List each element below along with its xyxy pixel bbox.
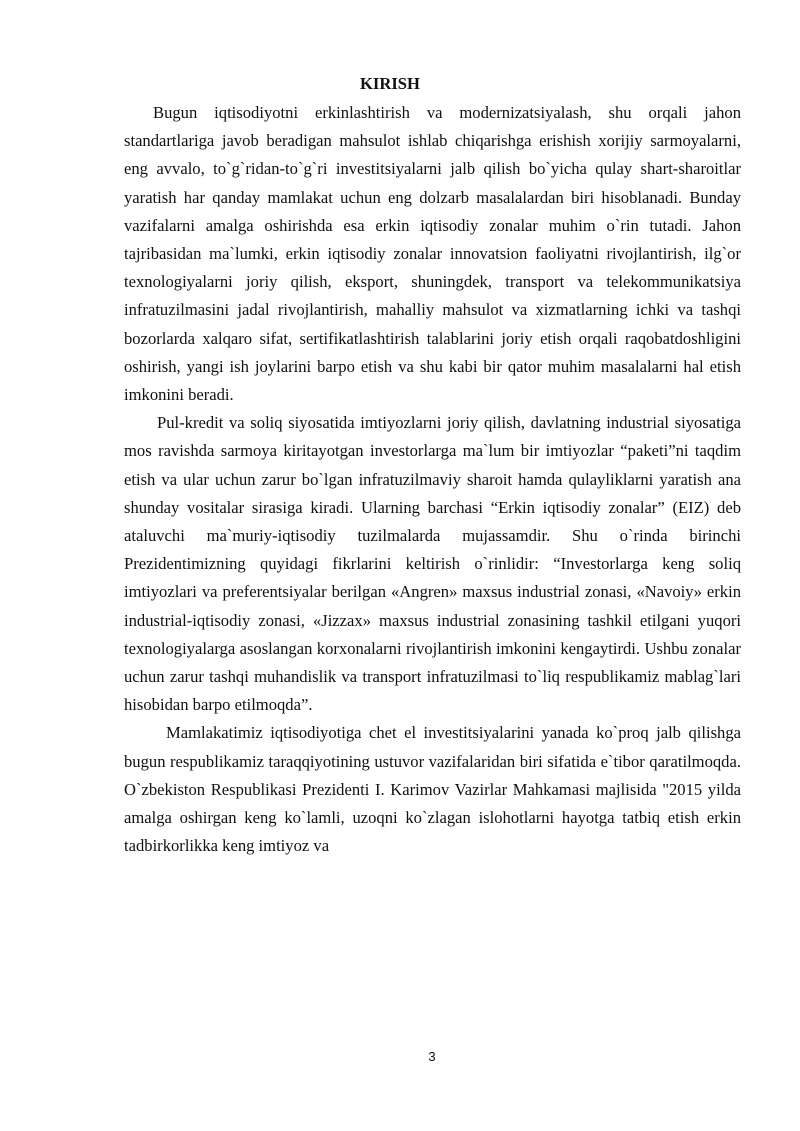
section-title: KIRISH	[360, 74, 420, 93]
page-number: 3	[428, 1049, 436, 1064]
paragraph-2: Pul-kredit va soliq siyosatida imtiyozlarni joriy qilish, davlatning industrial siyosatiga mos ravishda sarmoya kiritayotgan investorlarga ma`lum bir imtiyozlar “paketi”ni taqdim etish va ular uchun zarur bo`lgan infratuzilmaviy sharoit hamda qulayliklarni yaratish ana shunday vositalar sirasiga kiradi. Ularning barchasi “Erkin iqtisodiy zonalar” (EIZ) deb ataluvchi ma`muriy-iqtisodiy tuzilmalarda mujassamdir. Shu o`rinda birinchi Prezidentimizning quyidagi fikrlarini keltirish o`rinlidir: “Investorlarga keng soliq imtiyozlari va preferentsiyalar berilgan «Angren» maxsus industrial zonasi, «Navoiy» erkin industrial-iqtisodiy zonasi, «Jizzax» maxsus industrial zonasining tashkil etilgani yuqori texnologiyalarga asoslangan korxonalarni rivojlantirish imkonini kengaytirdi. Ushbu zonalar uchun zarur tashqi muhandislik va transport infratuzilmasi to`liq respublikamiz mablag`lari hisobidan barpo etilmoqda”.	[124, 413, 741, 715]
document-page	[124, 70, 741, 860]
paragraph-1: Bugun iqtisodiyotni erkinlashtirish va modernizatsiyalash, shu orqali jahon standartlariga javob beradigan mahsulot ishlab chiqarishga erishish xorijiy sarmoyalarni, eng avvalo, to`g`ridan-to`g`ri investitsiyalarni jalb qilish bo`yicha qulay shart-sharoitlar yaratish har qanday mamlakat uchun eng dolzarb masalalardan biri hisoblanadi. Bunday vazifalarni amalga oshirishda esa erkin iqtisodiy zonalar muhim o`rin tutadi. Jahon tajribasidan ma`lumki, erkin iqtisodiy zonalar innovatsion faoliyatni rivojlantirish, ilg`or texnologiyalarni joriy qilish, eksport, shuningdek, transport va telekommunikatsiya infratuzilmasini jadal rivojlantirish, mahalliy mahsulot va xizmatlarning ichki va tashqi bozorlarda xalqaro sifat, sertifikatlashtirish talablarini joriy etish orqali raqobatdoshligini oshirish, yangi ish joylarini barpo etish va shu kabi bir qator muhim masalalarni hal etish imkonini beradi.	[124, 103, 741, 405]
paragraph-3: Mamlakatimiz iqtisodiyotiga chet el investitsiyalarini yanada ko`proq jalb qilishga bugun respublikamiz taraqqiyotining ustuvor vazifalaridan biri sifatida e`tibor qaratilmoqda. O`zbekiston Respublikasi Prezidenti I. Karimov Vazirlar Mahkamasi majlisida "2015 yilda amalga oshirgan keng ko`lamli, uzoqni ko`zlagan islohotlarni hayotga tatbiq etish erkin tadbirkorlikka keng imtiyoz va	[124, 723, 741, 856]
